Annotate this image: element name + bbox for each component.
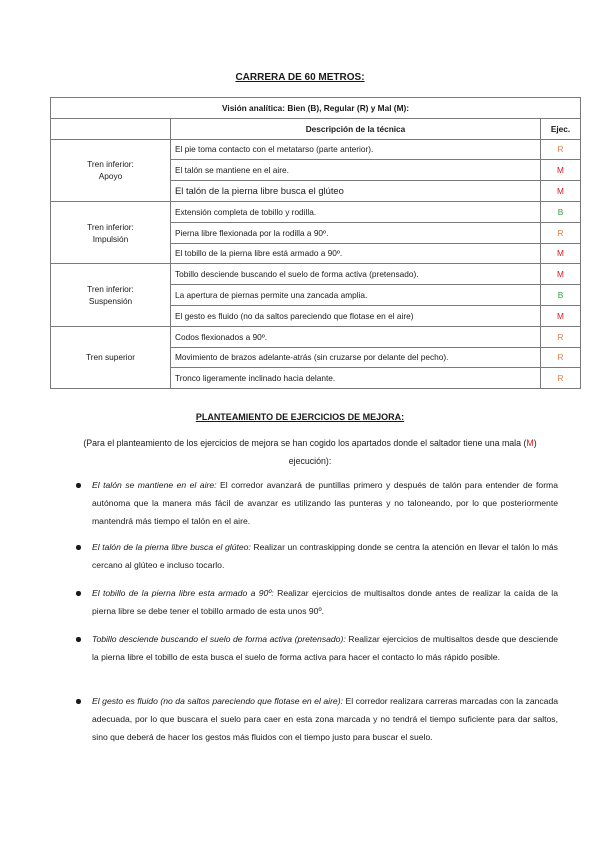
group-label-line: Suspensión (88, 296, 133, 307)
exercise-lead: El talón se mantiene en el aire: (92, 480, 217, 490)
group-label-line: Tren inferior: (87, 284, 134, 295)
exercise-lead: El talón de la pierna libre busca el glúteo: (92, 542, 251, 552)
technique-description: Extensión completa de tobillo y rodilla. (171, 201, 541, 222)
bullet-icon (76, 545, 81, 550)
exercise-lead: El gesto es fluido (no da saltos pareciendo que flotase en el aire): (92, 696, 343, 706)
grade-cell: R (541, 139, 581, 160)
group-label-line: Apoyo (98, 171, 123, 182)
group-label-line: Impulsión (92, 233, 129, 244)
grade-cell: R (541, 222, 581, 243)
grade-cell: R (541, 368, 581, 389)
group-label-line: Tren superior (85, 352, 136, 363)
exercises-intro (70, 434, 550, 470)
bullet-icon (76, 699, 81, 704)
list-item (92, 692, 558, 747)
intro-text: (Para el planteamiento de los ejercicios de mejora se han cogido los apartados donde el saltador tiene una mala ( (83, 438, 527, 448)
group-label (51, 264, 171, 326)
table-row (51, 139, 581, 160)
technique-description: El tobillo de la pierna libre está armado a 90º. (171, 243, 541, 264)
exercise-lead: El tobillo de la pierna libre esta armado a 90º: (92, 588, 274, 598)
grade-column-header: Ejec. (541, 118, 581, 139)
grade-cell: R (541, 347, 581, 368)
technique-description: El pie toma contacto con el metatarso (parte anterior). (171, 139, 541, 160)
bullet-icon (76, 591, 81, 596)
table-row (51, 326, 581, 347)
intro-text: ) ejecución): (288, 438, 537, 466)
exercise-text: El corredor avanzará de puntillas primero y después de talón para entender de forma autónoma que la manera más fácil de avanzar es utilizando las punteras y no taloneando, por lo que posteriormente mantendrá más tiempo el talón en el aire. (92, 480, 558, 527)
group-label-line: Tren inferior: (87, 159, 134, 170)
document-title: CARRERA DE 60 METROS: (235, 72, 365, 83)
grade-cell: B (541, 285, 581, 306)
group-label-line: Tren inferior: (87, 221, 134, 232)
grade-cell: M (541, 305, 581, 326)
technique-description: Tobillo desciende buscando el suelo de forma activa (pretensado). (171, 264, 541, 285)
grade-cell: M (541, 264, 581, 285)
grade-cell: B (541, 201, 581, 222)
exercise-text: El corredor realizara carreras marcadas con la zancada adecuada, por lo que buscara el suelo para caer en esta zona marcada y no tendrá el tiempo suficiente para dar saltos, sino que deberá de hacer los gestos más fluidos con el tiempo justo para buscar el suelo. (92, 696, 559, 743)
technique-evaluation-table (50, 97, 581, 389)
group-label (51, 139, 171, 201)
description-column-header: Descripción de la técnica (171, 118, 541, 139)
bullet-icon (76, 637, 81, 642)
list-item (92, 630, 558, 666)
technique-description: Tronco ligeramente inclinado hacia delante. (171, 368, 541, 389)
technique-description: El gesto es fluido (no da saltos pareciendo que flotase en el aire) (171, 305, 541, 326)
technique-description: Movimiento de brazos adelante-atrás (sin cruzarse por delante del pecho). (171, 347, 541, 368)
list-item (92, 538, 558, 574)
analysis-header: Visión analítica: Bien (B), Regular (R) y Mal (M): (51, 98, 581, 119)
bullet-icon (76, 483, 81, 488)
exercises-title: PLANTEAMIENTO DE EJERCICIOS DE MEJORA: (195, 412, 405, 422)
table-row (51, 264, 581, 285)
technique-description: Pierna libre flexionada por la rodilla a 90º. (171, 222, 541, 243)
header-spacer-cell (51, 118, 171, 139)
group-label (51, 201, 171, 263)
technique-description: El talón de la pierna libre busca el glúteo (171, 181, 541, 202)
exercise-text: Realizar un contraskipping donde se centra la atención en llevar el talón lo más cercano al glúteo e incluso tocarlo. (92, 542, 558, 571)
grade-cell: M (541, 243, 581, 264)
technique-description: El talón se mantiene en el aire. (171, 160, 541, 181)
group-label (51, 326, 171, 388)
exercise-text: Realizar ejercicios de multisaltos desde que desciende la pierna libre el tobillo de esta busca el suelo de forma activa para hacer el contacto lo más rápido posible. (92, 634, 559, 663)
list-item (92, 584, 558, 620)
grade-cell: R (541, 326, 581, 347)
intro-bad-mark: M (526, 438, 534, 448)
grade-cell: M (541, 181, 581, 202)
technique-description: Codos flexionados a 90º. (171, 326, 541, 347)
grade-cell: M (541, 160, 581, 181)
technique-description: La apertura de piernas permite una zancada amplia. (171, 285, 541, 306)
exercise-lead: Tobillo desciende buscando el suelo de forma activa (pretensado): (92, 634, 346, 644)
list-item (92, 476, 558, 531)
exercise-text: Realizar ejercicios de multisaltos donde antes de realizar la caída de la pierna libre se debe tener el tobillo armado de esta unos 90º. (92, 588, 558, 617)
table-row (51, 201, 581, 222)
